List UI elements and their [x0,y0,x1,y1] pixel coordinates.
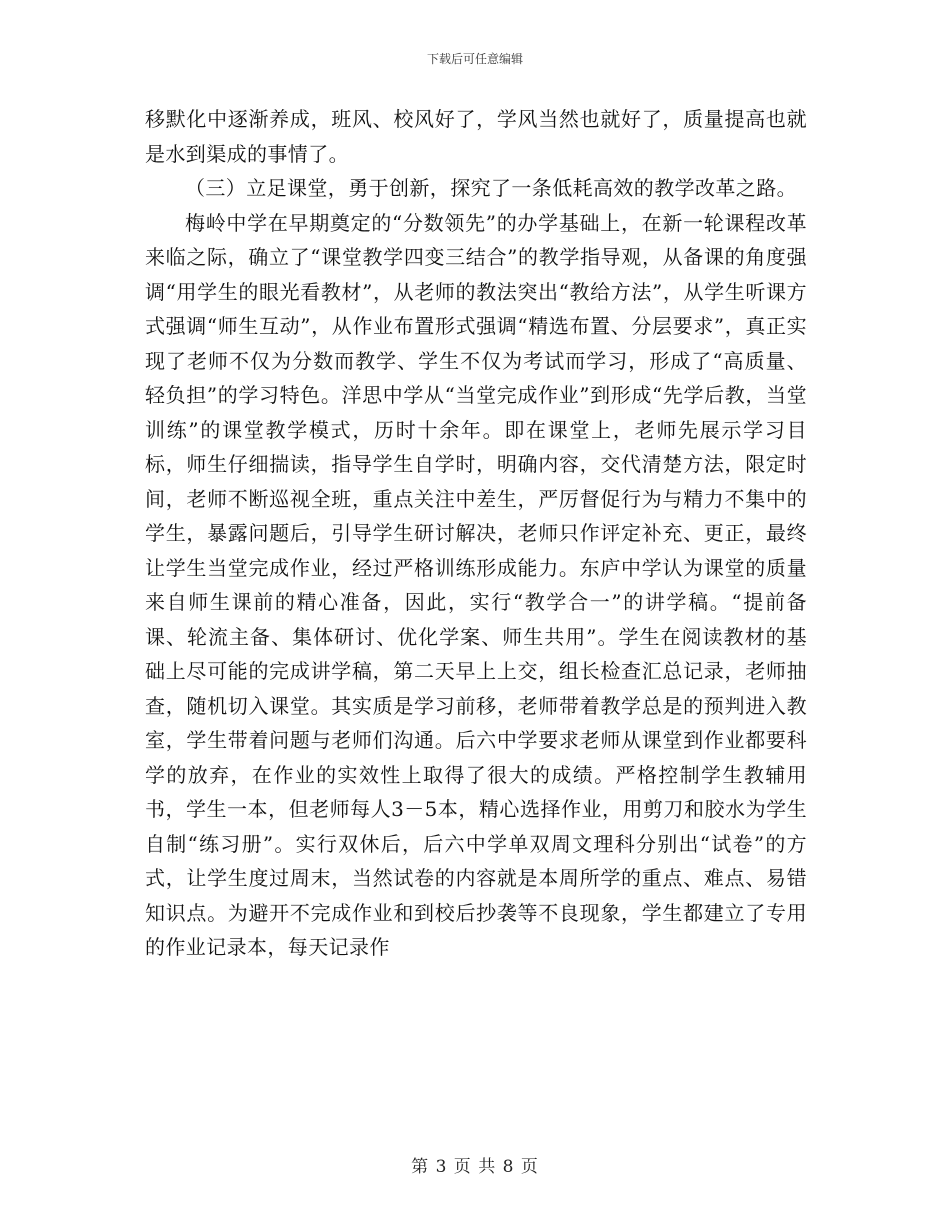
paragraph-school-practices: 梅岭中学在早期奠定的“分数领先”的办学基础上，在新一轮课程改革来临之际，确立了“课堂教学四变三结合”的教学指导观，从备课的角度强调“用学生的眼光看教材”，从老师的教法突出“教给方法”，从学生听课方式强调“师生互动”，从作业布置形式强调“精选布置、分层要求”，真正实现了老师不仅为分数而教学、学生不仅为考试而学习，形成了“高质量、轻负担”的学习特色。洋思中学从“当堂完成作业”到形成“先学后教，当堂训练”的课堂教学模式，历时十余年。即在课堂上，老师先展示学习目标，师生仔细揣读，指导学生自学时，明确内容，交代清楚方法，限定时间，老师不断巡视全班，重点关注中差生，严厉督促行为与精力不集中的学生，暴露问题后，引导学生研讨解决，老师只作评定补充、更正，最终让学生当堂完成作业，经过严格训练形成能力。东庐中学认为课堂的质量来自师生课前的精心准备，因此，实行“教学合一”的讲学稿。“提前备课、轮流主备、集体研讨、优化学案、师生共用”。学生在阅读教材的基础上尽可能的完成讲学稿，第二天早上上交，组长检查汇总记录，老师抽查，随机切入课堂。其实质是学习前移，老师带着教学总是的预判进入教室，学生带着问题与老师们沟通。后六中学要求老师从课堂到作业都要科学的放弃，在作业的实效性上取得了很大的成绩。严格控制学生教辅用书，学生一本，但老师每人3－5本，精心选择作业，用剪刀和胶水为学生自制“练习册”。实行双休后，后六中学单双周文理科分别出“试卷”的方式，让学生度过周末，当然试卷的内容就是本周所学的重点、难点、易错知识点。为避开不完成作业和到校后抄袭等不良现象，学生都建立了专用的作业记录本，每天记录作 [145,210,807,959]
paragraph-continuation: 移默化中逐渐养成，班风、校风好了，学风当然也就好了，质量提高也就是水到渠成的事情了。 [145,107,807,166]
page-number: 第 3 页 共 8 页 [411,1157,539,1177]
section-heading-three: （三）立足课堂，勇于创新，探究了一条低耗高效的教学改革之路。 [185,176,797,200]
page-header-note: 下载后可任意编辑 [426,52,523,66]
document-body [145,102,807,965]
